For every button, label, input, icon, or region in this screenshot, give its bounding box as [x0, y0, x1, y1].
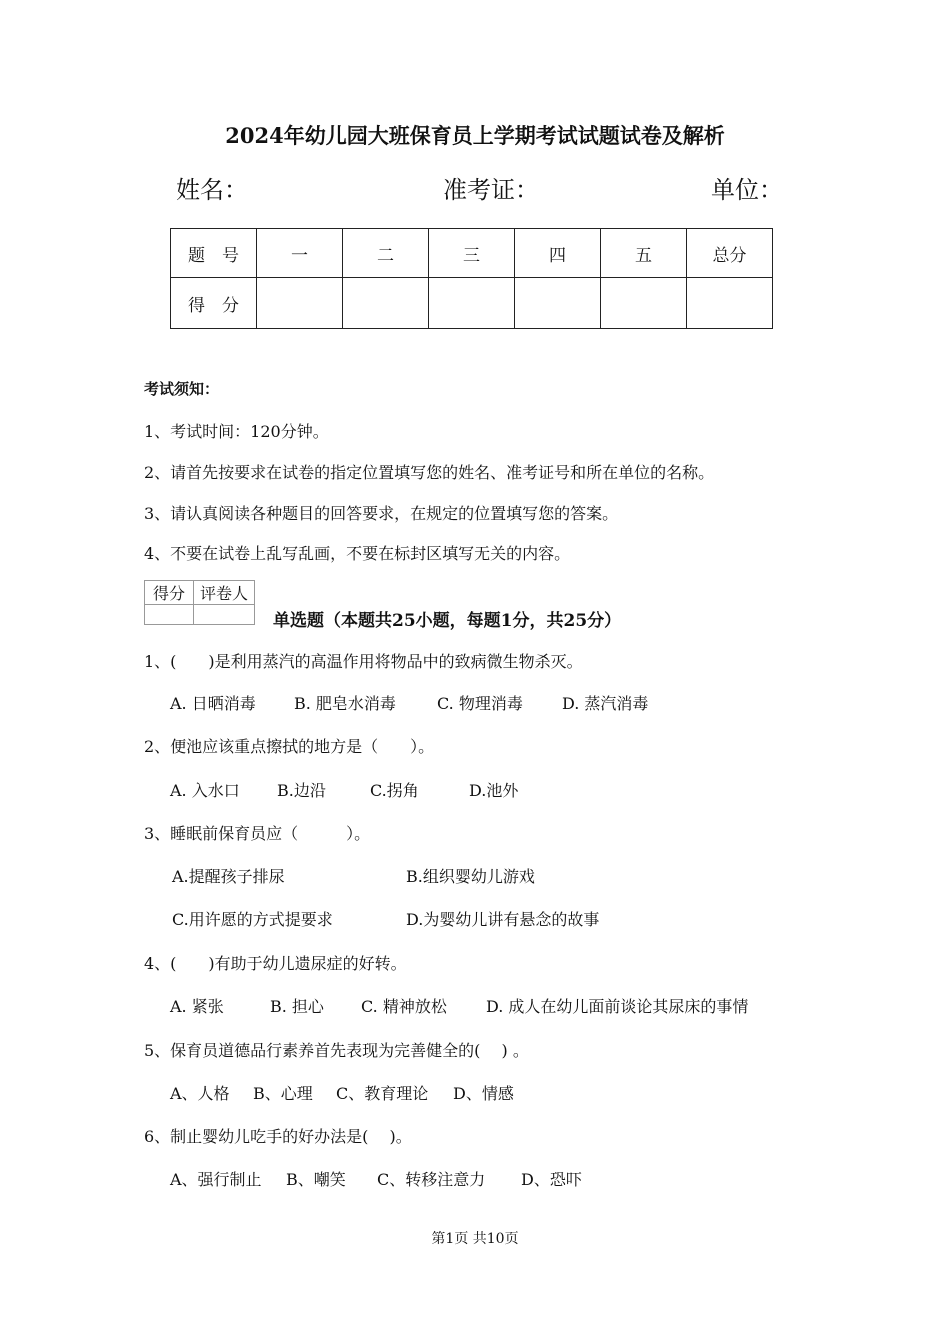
question-option: D. 蒸汽消毒: [562, 694, 649, 713]
question-option: B.组织婴幼儿游戏: [406, 867, 535, 886]
notice-item: 2、请首先按要求在试卷的指定位置填写您的姓名、准考证号和所在单位的名称。: [144, 463, 715, 482]
question-option: A. 紧张: [170, 997, 224, 1016]
notice-item: 1、考试时间：120分钟。: [144, 422, 329, 441]
score-table-cell: 四: [515, 229, 601, 278]
name-field-label: 姓名：: [176, 176, 248, 204]
notice-item: 3、请认真阅读各种题目的回答要求，在规定的位置填写您的答案。: [144, 504, 619, 523]
score-table-score-row: [171, 278, 773, 329]
question-option: B.边沿: [277, 781, 326, 800]
page-footer: 第1页 共10页: [431, 1231, 519, 1247]
question-stem: 3、睡眠前保育员应（ ）。: [144, 824, 371, 843]
score-table-cell: [515, 278, 601, 329]
score-table-cell: [257, 278, 343, 329]
score-table: [170, 228, 773, 329]
score-table-cell: 五: [601, 229, 687, 278]
question-option: A、人格: [170, 1084, 230, 1103]
grader-score-cell: [145, 605, 194, 625]
question-option: A.提醒孩子排尿: [172, 867, 285, 886]
question-option: C. 精神放松: [361, 997, 447, 1016]
score-table-cell: 三: [429, 229, 515, 278]
question-option: D. 成人在幼儿面前谈论其尿床的事情: [486, 997, 749, 1016]
notice-heading: 考试须知：: [144, 380, 220, 398]
score-table-header-row: [171, 229, 773, 278]
question-stem: 4、( )有助于幼儿遗尿症的好转。: [144, 954, 407, 973]
question-option: D.池外: [469, 781, 519, 800]
question-option: A. 入水口: [170, 781, 240, 800]
question-option: D、情感: [453, 1084, 514, 1103]
grader-name-cell: [194, 605, 255, 625]
score-table-cell: 总分: [687, 229, 773, 278]
question-stem: 5、保育员道德品行素养首先表现为完善健全的( ) 。: [144, 1041, 529, 1060]
unit-field-label: 单位：: [711, 176, 783, 204]
score-table-cell: [343, 278, 429, 329]
section-heading: 单选题（本题共25小题，每题1分，共25分）: [273, 611, 622, 631]
question-stem: 2、便池应该重点擦拭的地方是（ ）。: [144, 737, 435, 756]
question-option: D、恐吓: [521, 1170, 582, 1189]
score-table-cell: 题 号: [171, 229, 257, 278]
question-option: C.用许愿的方式提要求: [172, 910, 333, 929]
grader-score-label: 得分: [145, 581, 194, 605]
question-stem: 1、( )是利用蒸汽的高温作用将物品中的致病微生物杀灭。: [144, 652, 583, 671]
question-option: C.拐角: [370, 781, 419, 800]
question-option: B. 肥皂水消毒: [294, 694, 396, 713]
score-table-cell: 得 分: [171, 278, 257, 329]
page-title: 2024年幼儿园大班保育员上学期考试试题试卷及解析: [225, 123, 725, 148]
question-option: B. 担心: [270, 997, 324, 1016]
question-option: B、心理: [253, 1084, 313, 1103]
score-table-cell: [429, 278, 515, 329]
question-option: A、强行制止: [170, 1170, 262, 1189]
exam-id-field-label: 准考证：: [443, 176, 539, 204]
score-table-cell: 二: [343, 229, 429, 278]
score-table-cell: [687, 278, 773, 329]
grader-box: [144, 580, 255, 625]
question-option: B、嘲笑: [286, 1170, 346, 1189]
notice-item: 4、不要在试卷上乱写乱画，不要在标封区填写无关的内容。: [144, 544, 571, 563]
grader-name-label: 评卷人: [194, 581, 255, 605]
score-table-cell: [601, 278, 687, 329]
question-option: C、转移注意力: [377, 1170, 486, 1189]
question-option: C、教育理论: [336, 1084, 429, 1103]
score-table-cell: 一: [257, 229, 343, 278]
question-option: C. 物理消毒: [437, 694, 523, 713]
question-option: D.为婴幼儿讲有悬念的故事: [406, 910, 600, 929]
question-stem: 6、制止婴幼儿吃手的好办法是( )。: [144, 1127, 412, 1146]
question-option: A. 日晒消毒: [170, 694, 256, 713]
